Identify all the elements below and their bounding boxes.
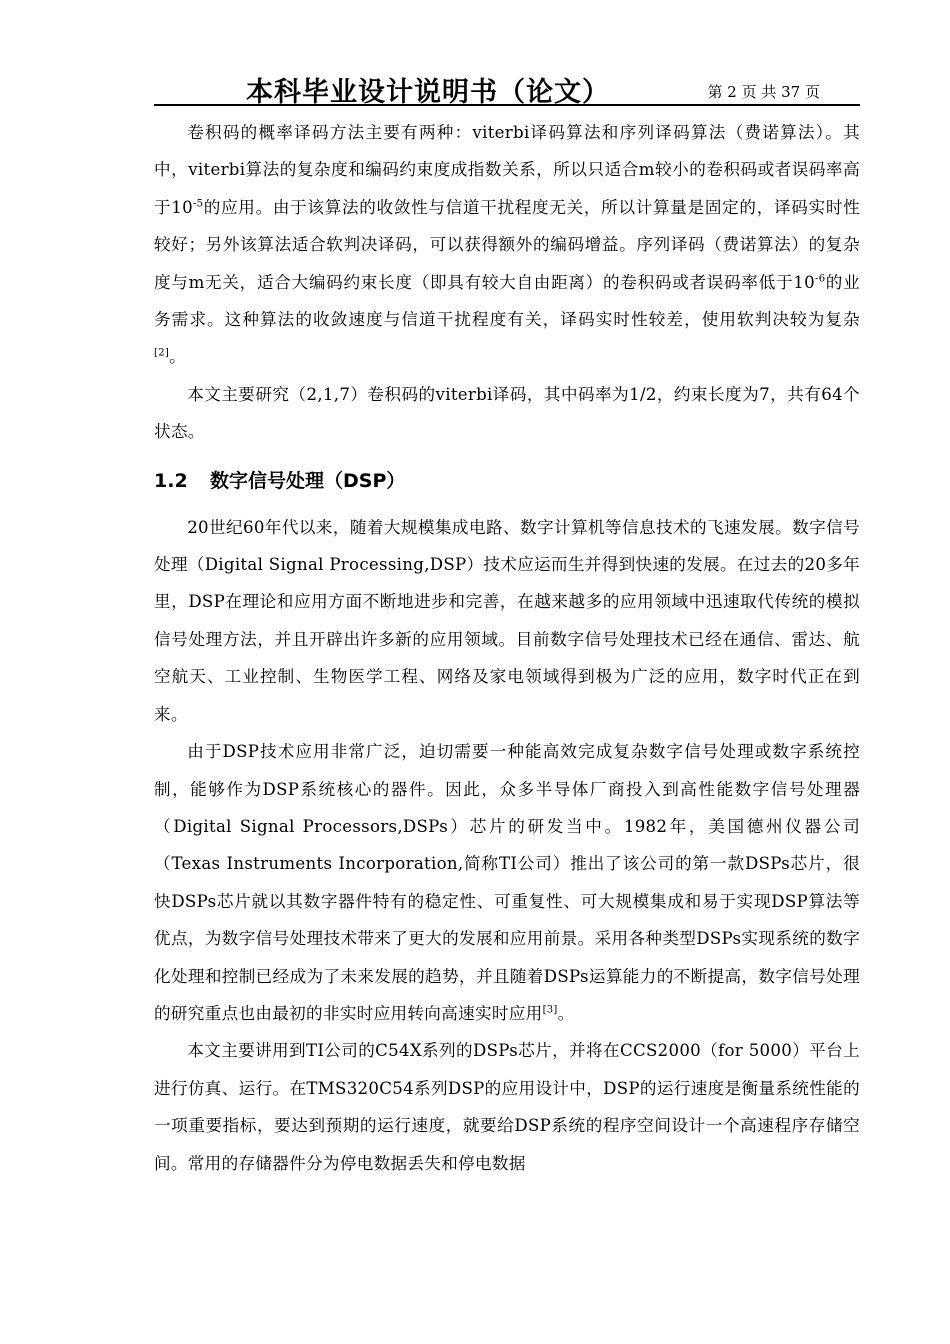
superscript-exponent: -5 xyxy=(193,198,204,210)
paragraph-research-scope: 本文主要研究（2,1,7）卷积码的viterbi译码，其中码率为1/2，约束长度为7，共有64个状态。 xyxy=(154,384,860,442)
paragraph-c54x-platform: 本文主要讲用到TI公司的C54X系列的DSPs芯片，并将在CCS2000（for 5000）平台上进行仿真、运行。在TMS320C54系列DSP的应用设计中，DSP的运行速度是衡量系统性能的一项重要指标，要达到预期的运行速度，就要给DSP系统的程序空间设计一个高速程序存储空间。常用的存储器件分为停电数据丢失和停电数据 xyxy=(154,1041,860,1173)
section-heading xyxy=(154,459,860,503)
document-body xyxy=(154,114,860,1182)
header-title: 本科毕业设计说明书（论文） xyxy=(246,77,610,108)
p1-text-c: 的应用。由于该算法的收敛性与信道干扰程度无关，所以计算量是固定的，译码实时性较好；另外该算法适合软判决译码，可以获得额外的编码增益。序列译码（费诺算法）的复杂度与m无关，适合大编码约束长度（即具有较大自由距离）的卷积码或者误码率低于10 xyxy=(154,197,860,292)
paragraph-dsp-chips xyxy=(154,733,860,1032)
paragraph-dsp-history: 20世纪60年代以来，随着大规模集成电路、数字计算机等信息技术的飞速发展。数字信号处理（Digital Signal Processing,DSP）技术应运而生并得到快速的发展。在过去的20多年里，DSP在理论和应用方面不断地进步和完善，在越来越多的应用领域中迅速取代传统的模拟信号处理方法，并且开辟出许多新的应用领域。目前数字信号处理技术已经在通信、雷达、航空航天、工业控制、生物医学工程、网络及家电领域得到极为广泛的应用，数字时代正在到来。 xyxy=(154,517,860,724)
superscript-exponent: -6 xyxy=(815,273,826,285)
citation-ref: [2] xyxy=(154,347,170,359)
page-number-info: 第 2 页 共 37 页 xyxy=(707,83,820,101)
paragraph-decoding-methods xyxy=(154,114,860,376)
p1-text-a: 卷积码的概率译码方法主要有两种：viterbi译码算法和序列译码算法（费诺算法）。其中，viterbi算法的复杂度和编码约束度成指数关系，所以只适合m较小的卷积码或者误码率高于10 xyxy=(154,123,860,217)
section-title: 数字信号处理（DSP） xyxy=(210,469,406,492)
p1-text-e: 的业务需求。这种算法的收敛速度与信道干扰程度有关，译码实时性较差，使用软判决较为复杂 xyxy=(154,272,860,330)
page-header xyxy=(154,68,860,106)
citation-ref: [3] xyxy=(542,1004,558,1016)
p4-text-c: 。 xyxy=(557,1003,575,1023)
section-number: 1.2 xyxy=(154,469,188,492)
p1-text-g: 。 xyxy=(169,347,186,367)
p4-text-a: 由于DSP技术应用非常广泛，迫切需要一种能高效完成复杂数字信号处理或数字系统控制，能够作为DSP系统核心的器件。因此，众多半导体厂商投入到高性能数字信号处理器（Digital Signal Processors,DSPs）芯片的研发当中。1982年，美国德州仪器公司（Texas Instruments Incorporation,简称TI公司）推出了该公司的第一款DSPs芯片，很快DSPs芯片就以其数字器件特有的稳定性、可重复性、可大规模集成和易于实现DSP算法等优点，为数字信号处理技术带来了更大的发展和应用前景。采用各种类型DSPs实现系统的数字化处理和控制已经成为了未来发展的趋势，并且随着DSPs运算能力的不断提高，数字信号处理的研究重点也由最初的非实时应用转向高速实时应用 xyxy=(154,742,860,1023)
